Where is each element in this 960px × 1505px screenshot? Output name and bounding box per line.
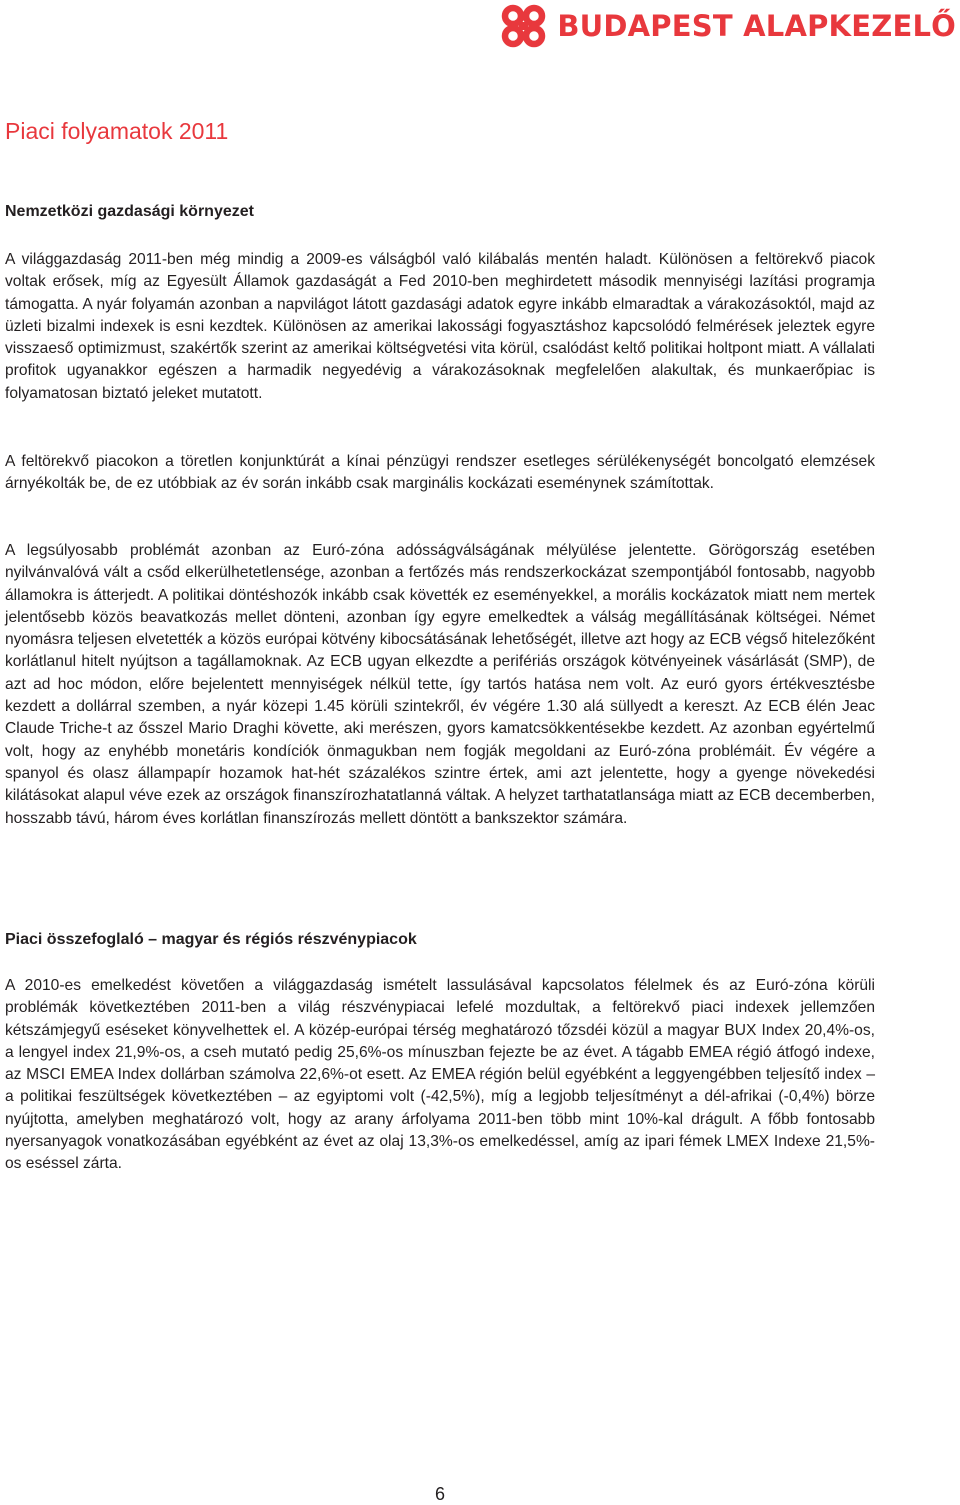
- paragraph: A legsúlyosabb problémát azonban az Euró-zóna adósságválságának mélyülése jelentette. Görögország esetében nyilvánvalóvá vált a csőd elkerülhetetlensége, azonban a fertőzés más rendszerkockázat szempontjából fontosabb, nagyobb államokra is átterjedt. A politikai döntéshozók inkább csak követték ez eseményekkel, a morális kockázatok miatt nem mertek jelentősebb közös beavatkozás mellet dönteni, azonban így egyre emelkedtek a válság megállításának költségei. Német nyomásra teljesen elvetették a közös európai kötvény kibocsátásának lehetőségét, illetve azt hogy az ECB végső hitelezőként korlátlanul hitelt nyújtson a tagállamoknak. Az ECB ugyan elkezdte a perifériás országok kötvényeinek vásárlását (SMP), de azt ad hoc módon, előre bejelentett mennyiségek nélkül tette, így tartós hatása nem volt. Az euró gyors értékvesztésbe kezdett a dollárral szemben, a nyár közepi 1.45 körüli szintekről, év végére 1.30 alá süllyedt a kereszt. Az ECB élén Jeac Claude Triche-t az ősszel Mario Draghi követte, aki merészen, gyors kamatcsökkentésekbe kezdett. Az azonban egyértelmű volt, hogy az enyhébb monetáris kondíciók önmagukban nem fogják megoldani az Euró-zóna problémáit. Év végére a spanyol és olasz állampapír hozamok hat-hét százalékos szintre értek, ami azt jelentette, hogy a gyenge növekedési kilátásokat alapul véve ezek az országok finanszírozhatatlanná váltak. A helyzet tarthatatlansága miatt az ECB decemberben, hosszabb távú, három éves korlátlan finanszírozás mellett döntött a bankszektor számára.: [5, 542, 875, 827]
- section-heading-nemzetkozi: Nemzetközi gazdasági környezet: [5, 203, 254, 220]
- section-heading-piaci-osszefoglalo: Piaci összefoglaló – magyar és régiós részvénypiacok: [5, 931, 417, 948]
- page-number: 6: [434, 1484, 445, 1504]
- paragraph: A feltörekvő piacokon a töretlen konjunktúrát a kínai pénzügyi rendszer esetleges sérülékenységét boncolgató elemzések árnyékolták be, de ez utóbbiak az év során inkább csak marginális kockázati eseménynek számítottak.: [5, 453, 875, 493]
- page-title: Piaci folyamatok 2011: [5, 118, 229, 144]
- budapest-alapkezelo-logo-icon: [501, 4, 549, 48]
- logo-text: BUDAPEST ALAPKEZELŐ: [557, 9, 956, 43]
- header-logo: [501, 4, 956, 48]
- paragraph: A 2010-es emelkedést követően a világgazdaság ismételt lassulásával kapcsolatos félelmek és az Euró-zóna körüli problémák következtében 2011-ben a világ részvénypiacai lefelé mozdultak, a feltörekvő piaci indexek jellemzően kétszámjegyű eséseket könyvelhettek el. A közép-európai térség meghatározó tőzsdéi közül a magyar BUX Index 20,4%-os, a lengyel index 21,9%-os, a cseh mutató pedig 25,6%-os mínuszban fejezte be az évet. A tágabb EMEA régió átfogó indexe, az MSCI EMEA Index dollárban számolva 22,6%-ot esett. Az EMEA régión belül egyébként a leggyengébben teljesítő index – a politikai feszültségek következtében – az egyiptomi volt (-42,5%), míg a legjobb teljesítményt a dél-afrikai (-0,4%) börze nyújtotta, amelyben meghatározó volt, hogy az arany árfolyama 2011-ben több mint 10%-kal drágult. A főbb fontosabb nyersanyagok vonatkozásában egyébként az évet az olaj 13,3%-os emelkedéssel, amíg az ipari fémek LMEX Indexe 21,5%-os eséssel zárta.: [5, 977, 875, 1173]
- paragraph: A világgazdaság 2011-ben még mindig a 2009-es válságból való kilábalás mentén haladt. Különösen a feltörekvő piacok voltak erősek, míg az Egyesült Államok gazdaságát a Fed 2010-ben meghirdetett második mennyiségi lazítási programja támogatta. A nyár folyamán azonban a napvilágot látott gazdasági adatok egyre inkább elmaradtak a várakozásoktól, majd az üzleti bizalmi indexek is esni kezdtek. Különösen az amerikai lakossági fogyasztáshoz kapcsolódó felmérések jeleztek egyre visszaeső optimizmust, szakértők szerint az amerikai költségvetési vita körül, csalódást keltő politikai holtpont miatt. A vállalati profitok ugyanakkor egészen a harmadik negyedévig a várakozásoknak megfelelően alakultak, és munkaerőpiac is folyamatosan biztató jeleket mutatott.: [5, 251, 875, 402]
